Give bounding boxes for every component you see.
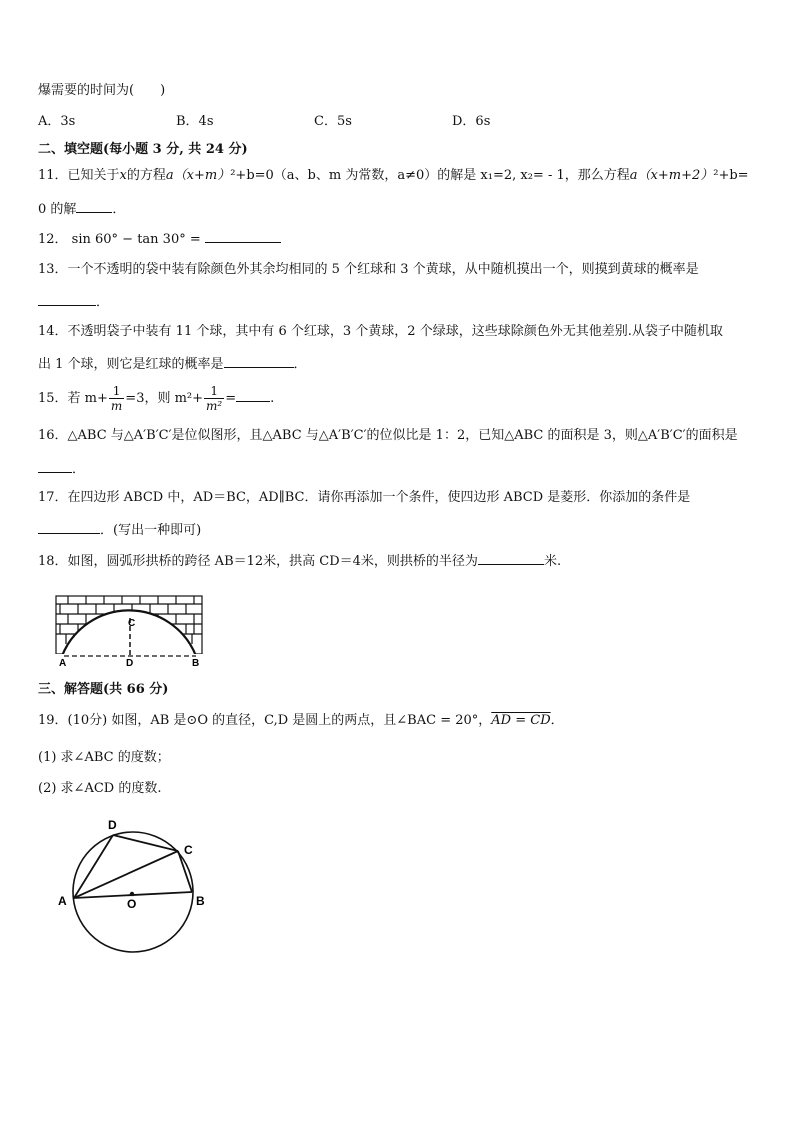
q15-den1: m [110,399,123,413]
q13-answer-blank[interactable] [38,292,96,306]
q14-answer-blank[interactable] [224,354,294,368]
circle-figure [50,812,220,962]
q16-end: ． [72,462,86,477]
bridge-label-a: A [59,658,67,669]
q11-eq-b: ²+b=0（a、b、m 为常数，a≠0）的解是 [230,168,477,183]
q11-eq2b: ²+b= [713,168,749,183]
question-19-part1: (1) 求∠ABC 的度数； [38,750,170,765]
bridge-label-c: C [128,618,136,629]
section-title-fill-in: 二、填空题(每小题 3 分, 共 24 分) [38,142,248,157]
q15-den2: m² [206,399,223,413]
circle-label-d: D [108,818,117,832]
option-d: D．6s [452,114,491,129]
question-19 [38,712,564,730]
option-a: A．3s [38,114,76,129]
q14-line2: 出 1 个球，则它是红球的概率是 [38,357,224,372]
question-17-line1: 17．在四边形 ABCD 中，AD＝BC，AD∥BC．请你再添加一个条件，使四边形 ABCD 是菱形．你添加的条件是 [38,490,691,505]
q19-arc-equality: AD = CD [491,713,551,728]
option-b: B．4s [176,114,214,129]
q11-end: ． [112,202,126,217]
q15-prefix: 15．若 m+ [38,391,108,406]
bridge-label-d: D [126,658,134,669]
question-13-line2 [38,292,109,312]
q15-fraction-2 [204,384,224,413]
bridge-figure [50,590,210,670]
q18-end: 米. [543,554,562,569]
center-point [130,892,134,896]
q11-part2: 的方程 [126,168,166,183]
q15-answer-blank[interactable] [236,388,270,402]
q11-eq2: a（x+m+2） [629,168,714,183]
question-14-line1: 14．不透明袋子中装有 11 个球，其中有 6 个红球，3 个黄球，2 个绿球，这些球除颜色外无其他差别.从袋子中随机取 [38,324,723,339]
q18-answer-blank[interactable] [478,551,544,565]
q12-text: 12． sin 60° − tan 30° = [38,232,201,247]
q15-eq: = [225,391,237,406]
question-17-line2 [38,520,201,540]
q11-x: x [119,168,127,183]
question-19-part2: (2) 求∠ACD 的度数. [38,781,162,796]
q15-end: . [270,391,275,406]
q13-end: ． [96,295,110,310]
q15-num1: 1 [109,384,124,399]
question-18 [38,551,561,571]
q11-solution: x₁=2, x₂= - 1 [480,168,565,183]
q17-end: ．(写出一种即可) [100,523,202,538]
question-12 [38,229,281,249]
q11-line2: 0 的解 [38,202,77,217]
question-11-line2 [38,199,125,219]
q17-answer-blank[interactable] [38,520,100,534]
circle-label-o: O [127,897,137,911]
section-title-solutions: 三、解答题(共 66 分) [38,682,169,697]
q19-end: ． [550,713,564,728]
q11-part1: 11．已知关于 [38,168,120,183]
q11-eq-a: a（x+m） [165,168,231,183]
q12-answer-blank[interactable] [205,229,281,243]
question-15 [38,384,274,414]
q11-answer-blank[interactable] [76,199,112,213]
q16-answer-blank[interactable] [38,459,72,473]
q14-end: ． [293,357,307,372]
question-11-line1 [38,167,749,185]
circle-label-c: C [184,843,193,857]
option-c: C．5s [314,114,352,129]
q19-text: 19．(10分) 如图，AB 是⊙O 的直径，C,D 是圆上的两点，且∠BAC = 20°， [38,713,492,728]
q15-mid: =3，则 m²+ [125,391,204,406]
bridge-label-b: B [192,658,200,669]
circle-label-a: A [58,894,67,908]
q15-fraction-1 [109,384,124,413]
question-13-line1: 13．一个不透明的袋中装有除颜色外其余均相同的 5 个红球和 3 个黄球，从中随机摸出一个，则摸到黄球的概率是 [38,262,699,277]
question-14-line2 [38,354,307,374]
circle-label-b: B [196,894,205,908]
question-16-line2 [38,459,85,479]
question-continuation: 爆需要的时间为( ) [38,83,166,98]
q18-text: 18．如图，圆弧形拱桥的跨径 AB＝12米，拱高 CD＝4米，则拱桥的半径为 [38,554,478,569]
question-16-line1: 16．△ABC 与△A′B′C′是位似图形，且△ABC 与△A′B′C′的位似比是 1：2，已知△ABC 的面积是 3，则△A′B′C′的面积是 [38,428,738,443]
options-row [38,113,758,131]
q11-part3: ，那么方程 [564,168,630,183]
q15-num2: 1 [204,384,224,399]
